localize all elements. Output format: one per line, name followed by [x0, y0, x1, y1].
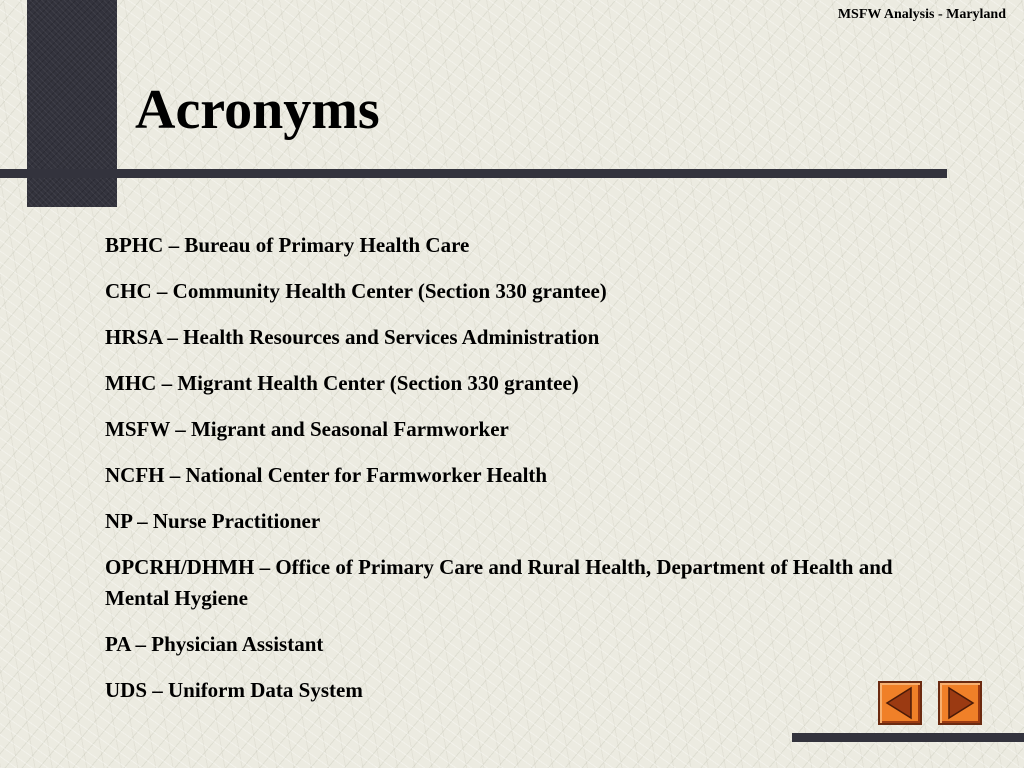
list-item: HRSA – Health Resources and Services Administration — [105, 325, 600, 349]
title-divider-rule — [0, 169, 947, 178]
list-item: MSFW – Migrant and Seasonal Farmworker — [105, 417, 509, 441]
list-item: NP – Nurse Practitioner — [105, 509, 321, 533]
corner-label: MSFW Analysis - Maryland — [837, 7, 1006, 22]
list-item: UDS – Uniform Data System — [105, 678, 363, 702]
next-slide-button[interactable] — [938, 681, 982, 725]
list-item: NCFH – National Center for Farmworker Health — [105, 463, 548, 487]
acronym-list — [105, 230, 925, 721]
triangle-right-icon — [940, 683, 980, 723]
list-item: BPHC – Bureau of Primary Health Care — [105, 233, 470, 257]
footer-divider-rule — [792, 733, 1024, 742]
previous-slide-button[interactable] — [878, 681, 922, 725]
slide-title: Acronyms — [135, 79, 380, 141]
triangle-left-icon — [880, 683, 920, 723]
list-item: CHC – Community Health Center (Section 330 grantee) — [105, 279, 607, 303]
list-item: PA – Physician Assistant — [105, 632, 324, 656]
list-item: MHC – Migrant Health Center (Section 330 grantee) — [105, 371, 579, 395]
list-item: OPCRH/DHMH – Office of Primary Care and Rural Health, Department of Health and Mental Hygiene — [105, 555, 893, 610]
